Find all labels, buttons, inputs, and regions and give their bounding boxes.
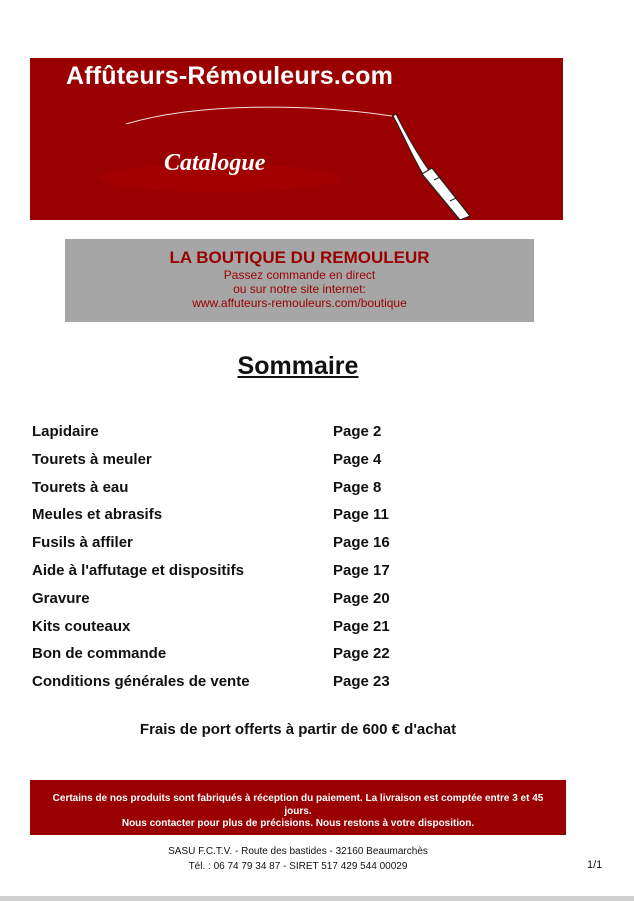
company-footer: [0, 844, 596, 874]
delivery-notice-banner: [30, 780, 566, 835]
notice-line-1: Certains de nos produits sont fabriqués à réception du paiement. La livraison est comptée entre 3 et 45: [52, 793, 544, 804]
footer-address: SASU F.C.T.V. - Route des bastides - 32160 Beaumarchès: [168, 846, 428, 857]
toc-page: Page 2: [333, 423, 382, 440]
toc-label: Gravure: [32, 589, 90, 607]
toc-page: Page 20: [333, 589, 390, 607]
toc-label: Conditions générales de vente: [32, 673, 250, 691]
page-indicator: 1/1: [587, 859, 603, 871]
catalogue-header-banner: [30, 58, 563, 220]
toc-row: [32, 561, 452, 589]
toc-label: Fusils à affiler: [32, 534, 133, 552]
boutique-line-2: ou sur notre site internet:: [233, 282, 366, 296]
toc-page: Page 23: [333, 673, 390, 691]
toc-page: Page 21: [333, 617, 390, 635]
knife-icon: [30, 58, 563, 220]
page-bottom-edge: [0, 896, 634, 901]
toc-row: [32, 505, 452, 533]
toc-label: Aide à l'affutage et dispositifs: [32, 561, 244, 579]
toc-label: Kits couteaux: [32, 617, 131, 635]
boutique-title: LA BOUTIQUE DU REMOULEUR: [169, 248, 430, 267]
toc-row: [32, 644, 452, 672]
toc-row: [32, 589, 452, 617]
toc-page: Page 11: [333, 506, 389, 524]
toc-row: [32, 450, 452, 478]
toc-page: Page 4: [333, 450, 382, 468]
toc-page: Page 22: [333, 645, 390, 663]
notice-line-3: Nous contacter pour plus de précisions. Nous restons à votre disposition.: [121, 818, 475, 829]
toc-row: [32, 422, 452, 450]
sommaire-heading: Sommaire: [237, 352, 359, 380]
toc-page: Page 8: [333, 478, 382, 496]
brand-title: Affûteurs-Rémouleurs.com: [66, 62, 394, 90]
toc-row: [32, 478, 452, 506]
footer-contact: Tél. : 06 74 79 34 87 - SIRET 517 429 544 00029: [188, 861, 408, 872]
toc-page: Page 17: [333, 561, 390, 579]
shipping-offer: Frais de port offerts à partir de 600 € d'achat: [139, 721, 457, 738]
toc-row: [32, 533, 452, 561]
toc-row: [32, 617, 452, 645]
table-of-contents: [32, 422, 452, 700]
toc-row: [32, 672, 452, 700]
boutique-url-link[interactable]: www.affuteurs-remouleurs.com/boutique: [192, 296, 407, 310]
toc-label: Tourets à eau: [32, 478, 129, 496]
boutique-info-box: [65, 239, 534, 322]
notice-line-2: jours.: [284, 805, 312, 817]
catalogue-subtitle: Catalogue: [164, 150, 266, 176]
toc-label: Bon de commande: [32, 645, 167, 663]
toc-label: Lapidaire: [32, 423, 99, 440]
toc-label: Meules et abrasifs: [32, 506, 163, 524]
toc-label: Tourets à meuler: [32, 450, 152, 468]
boutique-line-1: Passez commande en direct: [223, 268, 376, 282]
toc-page: Page 16: [333, 534, 390, 552]
